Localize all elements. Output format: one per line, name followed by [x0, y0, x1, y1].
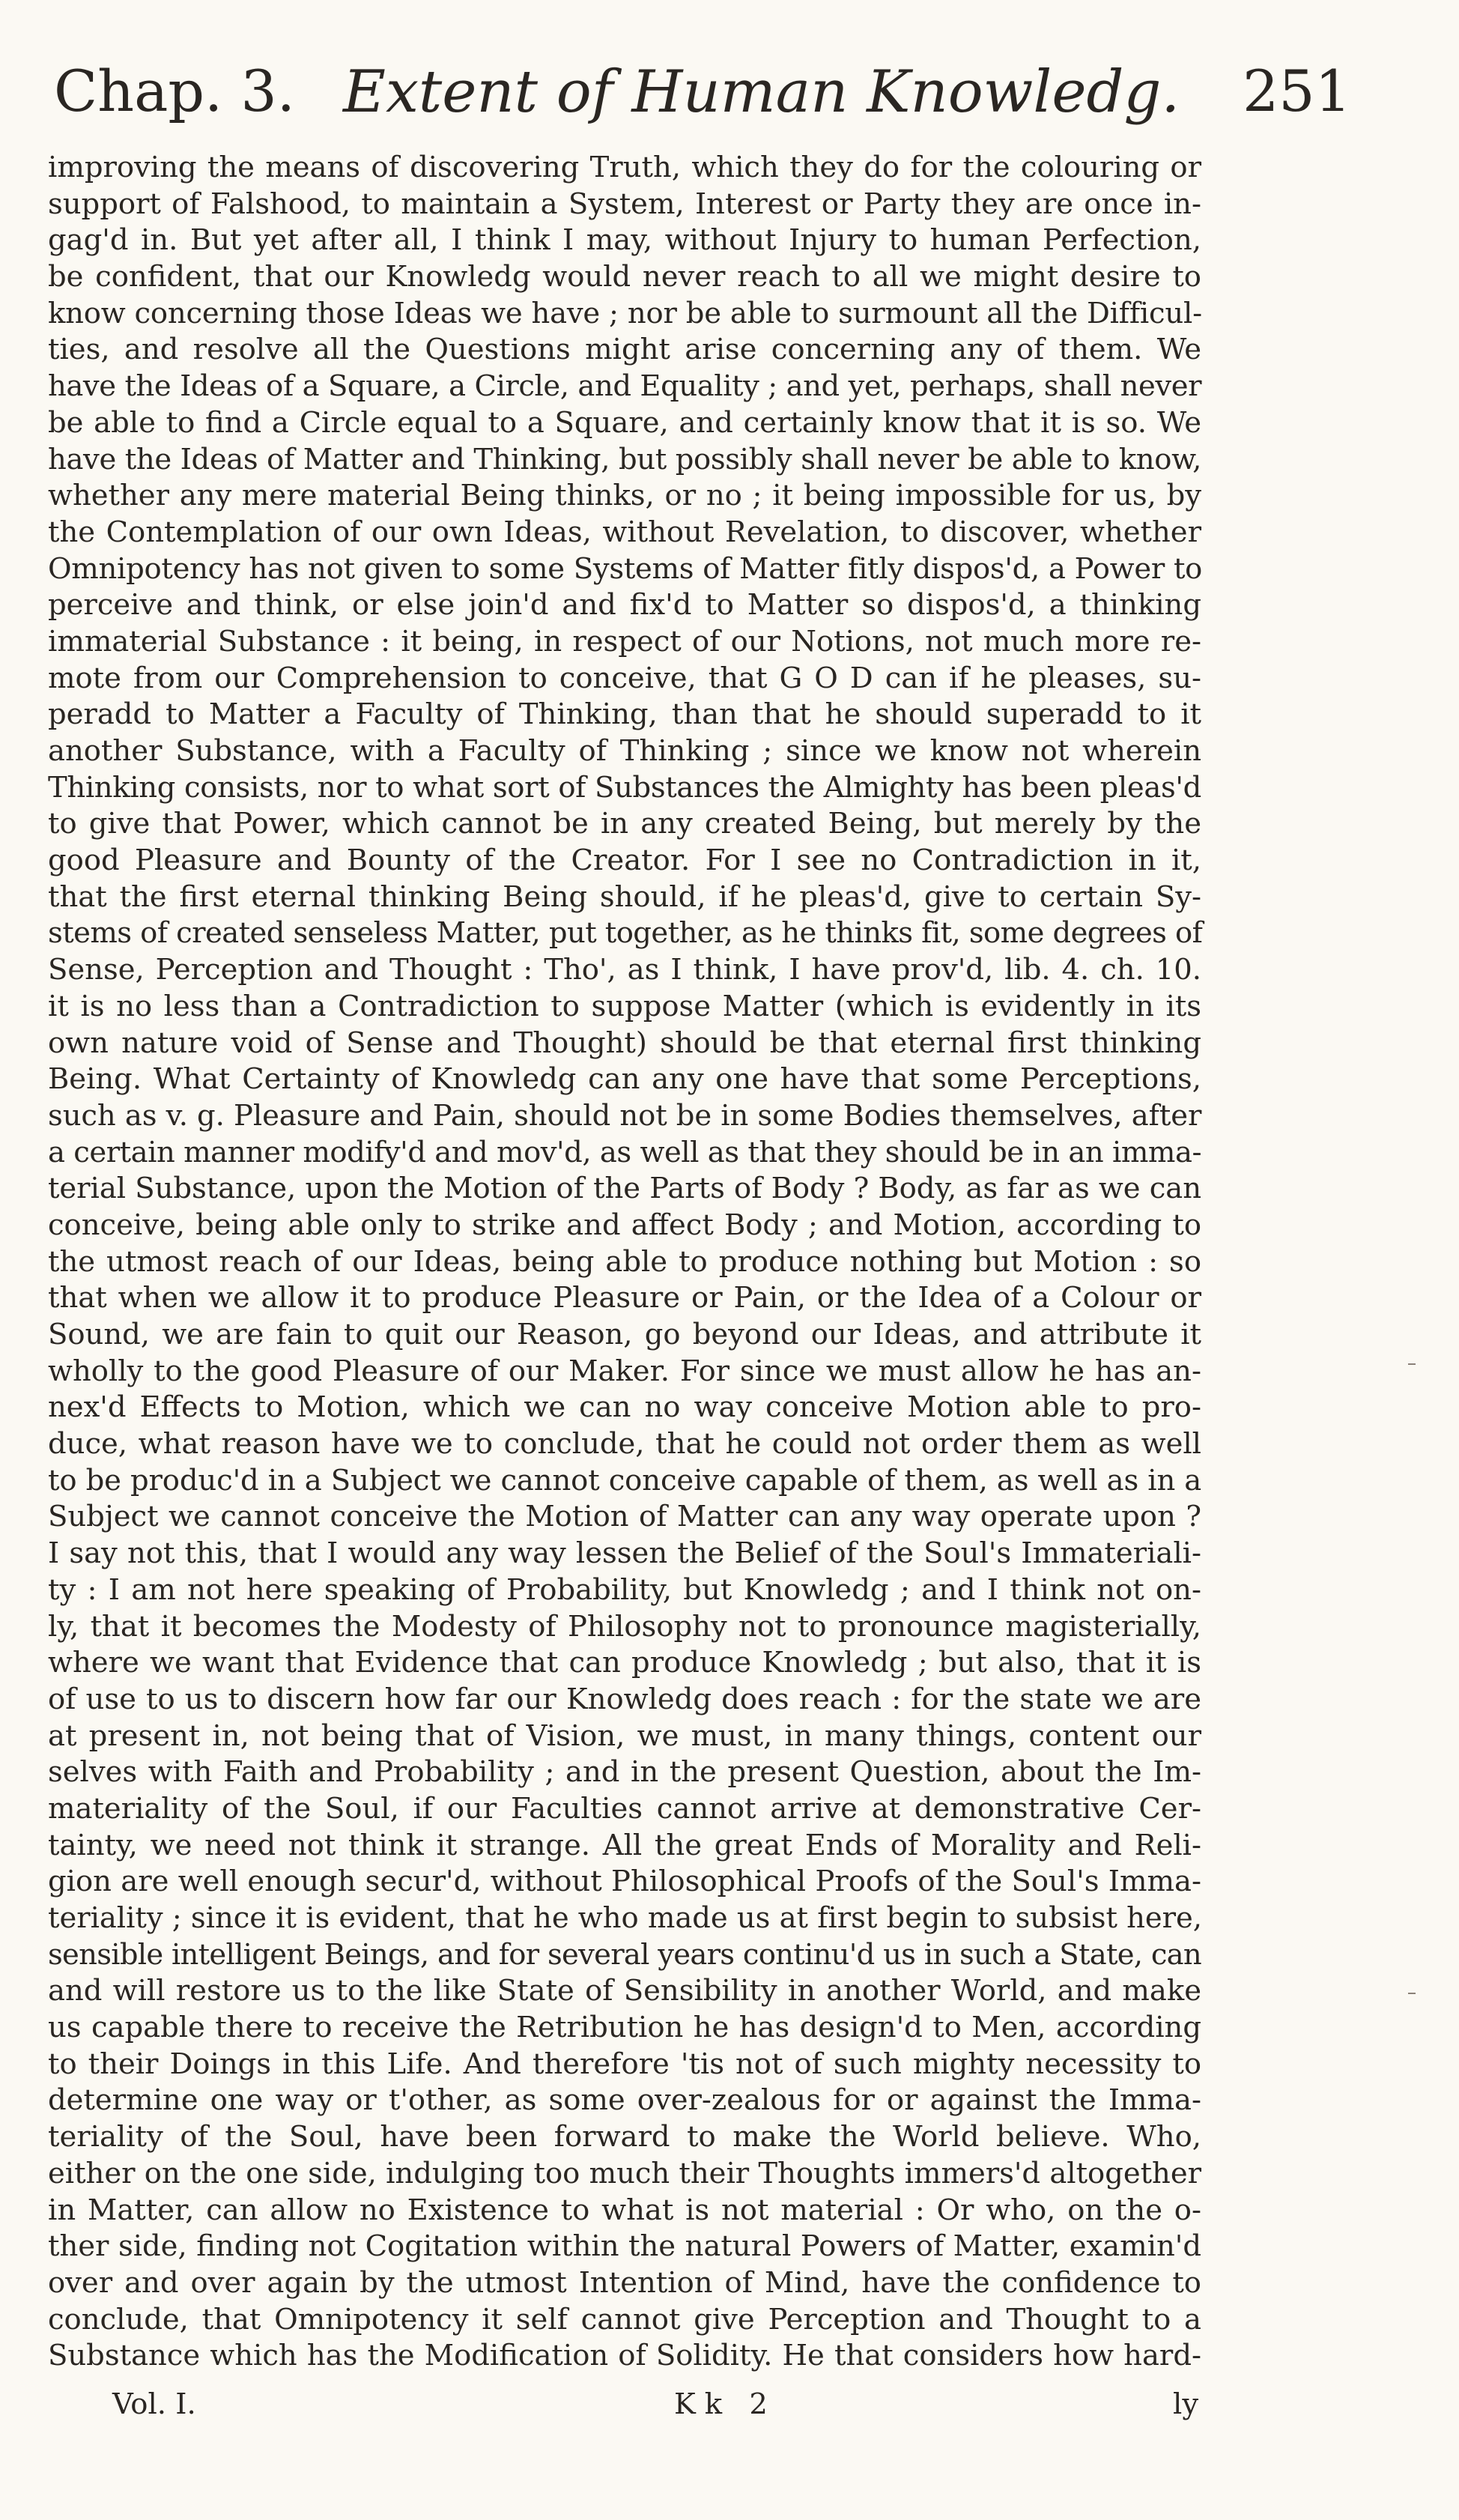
text-line: of use to us to discern how far our Knowledg does reach : for the state we are [48, 1682, 1201, 1716]
text-line: either on the one side, indulging too much their Thoughts immers'd altogether [48, 2156, 1201, 2190]
text-line: to their Doings in this Life. And therefore 'tis not of such mighty necessity to [48, 2047, 1201, 2081]
text-line: Omnipotency has not given to some Systems of Matter fitly dispos'd, a Power to [48, 551, 1203, 586]
text-line: tainty, we need not think it strange. All the great Ends of Morality and Reli- [48, 1828, 1201, 1862]
text-line: Sound, we are fain to quit our Reason, go beyond our Ideas, and attribute it [48, 1318, 1201, 1351]
text-line: sensible intelligent Beings, and for several years continu'd us in such a State, can [48, 1937, 1201, 1972]
running-header [43, 58, 1351, 145]
text-line: nex'd Effects to Motion, which we can no way conceive Motion able to pro- [48, 1390, 1201, 1425]
text-line: be able to find a Circle equal to a Square, and certainly know that it is so. We [48, 405, 1201, 440]
text-line: that when we allow it to produce Pleasure or Pain, or the Idea of a Colour or [48, 1281, 1201, 1315]
text-line: Thinking consists, nor to what sort of Substances the Almighty has been pleas'd [48, 770, 1201, 805]
text-line: I say not this, that I would any way lessen the Belief of the Soul's Immateriali- [48, 1536, 1201, 1571]
text-line: and will restore us to the like State of Sensibility in another World, and make [48, 1974, 1201, 2008]
text-line: in Matter, can allow no Existence to what is not material : Or who, on the o- [48, 2193, 1201, 2227]
text-line: it is no less than a Contradiction to suppose Matter (which is evidently in its [48, 989, 1201, 1023]
running-title: Extent of Human Knowledg. [343, 58, 1180, 126]
paper-speck [1408, 1363, 1416, 1365]
signature-mark: Kk 2 [674, 2387, 777, 2421]
text-line: own nature void of Sense and Thought) should be that eternal first thinking [48, 1026, 1201, 1060]
text-line: improving the means of discovering Truth, which they do for the colouring or [48, 151, 1201, 184]
paper-speck [1408, 1993, 1416, 1994]
text-line: perceive and think, or else join'd and fix'd to Matter so dispos'd, a thinking [48, 588, 1201, 623]
text-line: over and over again by the utmost Intention of Mind, have the confidence to [48, 2265, 1201, 2300]
text-line: stems of created senseless Matter, put together, as he thinks fit, some degrees of [48, 916, 1203, 951]
text-line: teriality of the Soul, have been forward to make the World believe. Who, [48, 2120, 1201, 2154]
text-line: gion are well enough secur'd, without Philosophical Proofs of the Soul's Imma- [48, 1865, 1201, 1899]
text-line: that the first eternal thinking Being should, if he pleas'd, give to certain Sy- [48, 879, 1201, 914]
text-line: teriality ; since it is evident, that he who made us at first begin to subsist here, [48, 1901, 1203, 1935]
text-line: ther side, finding not Cogitation within the natural Powers of Matter, examin'd [48, 2229, 1201, 2264]
body-text [48, 150, 1201, 2411]
text-line: to be produc'd in a Subject we cannot conceive capable of them, as well as in a [48, 1463, 1202, 1497]
text-line: mote from our Comprehension to conceive, that G O D can if he pleases, su- [48, 661, 1201, 695]
text-line: immaterial Substance : it being, in respect of our Notions, not much more re- [48, 624, 1201, 658]
text-line: where we want that Evidence that can produce Knowledg ; but also, that it is [48, 1646, 1201, 1680]
text-line: such as v. g. Pleasure and Pain, should not be in some Bodies themselves, after [48, 1098, 1202, 1133]
text-line: know concerning those Ideas we have ; nor be able to surmount all the Difficul- [48, 296, 1202, 330]
chapter-heading: Chap. 3. [54, 58, 295, 124]
text-line: whether any mere material Being thinks, or no ; it being impossible for us, by [48, 479, 1201, 513]
volume-label: Vol. I. [112, 2387, 196, 2421]
text-line: wholly to the good Pleasure of our Maker. For since we must allow he has an- [48, 1354, 1201, 1388]
text-line: good Pleasure and Bounty of the Creator. For I see no Contradiction in it, [48, 843, 1201, 878]
text-line: Being. What Certainty of Knowledg can any one have that some Perceptions, [48, 1062, 1201, 1097]
text-line: peradd to Matter a Faculty of Thinking, than that he should superadd to it [48, 697, 1201, 732]
text-line: have the Ideas of Matter and Thinking, but possibly shall never be able to know, [48, 442, 1201, 476]
text-line: Substance which has the Modification of Solidity. He that considers how hard- [48, 2339, 1201, 2373]
text-line: us capable there to receive the Retribution he has design'd to Men, according [48, 2011, 1201, 2045]
text-line: ly, that it becomes the Modesty of Philosophy not to pronounce magisterially, [48, 1609, 1201, 1644]
text-line: have the Ideas of a Square, a Circle, and Equality ; and yet, perhaps, shall never [48, 369, 1202, 404]
text-line: support of Falshood, to maintain a System, Interest or Party they are once in- [48, 187, 1201, 221]
text-line: a certain manner modify'd and mov'd, as well as that they should be in an imma- [48, 1135, 1201, 1169]
text-line: Subject we cannot conceive the Motion of Matter can any way operate upon ? [48, 1500, 1201, 1534]
text-line: selves with Faith and Probability ; and in the present Question, about the Im- [48, 1755, 1201, 1790]
text-line: gag'd in. But yet after all, I think I may, without Injury to human Perfection, [48, 223, 1201, 258]
text-line: determine one way or t'other, as some over-zealous for or against the Imma- [48, 2083, 1201, 2118]
text-line: conclude, that Omnipotency it self cannot give Perception and Thought to a [48, 2302, 1201, 2336]
catchword: ly [1173, 2387, 1199, 2421]
text-line: materiality of the Soul, if our Faculties cannot arrive at demonstrative Cer- [48, 1791, 1201, 1826]
text-line: conceive, being able only to strike and affect Body ; and Motion, according to [48, 1208, 1201, 1242]
text-line: the utmost reach of our Ideas, being able to produce nothing but Motion : so [48, 1244, 1201, 1279]
text-line: at present in, not being that of Vision, we must, in many things, content our [48, 1718, 1201, 1753]
text-line: ties, and resolve all the Questions might arise concerning any of them. We [48, 333, 1201, 367]
text-line: duce, what reason have we to conclude, that he could not order them as well [48, 1427, 1201, 1462]
text-line: to give that Power, which cannot be in any created Being, but merely by the [48, 807, 1201, 841]
page-number: 251 [1242, 58, 1351, 124]
page-footer [0, 2382, 1459, 2427]
text-line: the Contemplation of our own Ideas, without Revelation, to discover, whether [48, 515, 1201, 549]
text-line: terial Substance, upon the Motion of the Parts of Body ? Body, as far as we can [48, 1172, 1201, 1206]
text-line: Sense, Perception and Thought : Tho', as I think, I have prov'd, lib. 4. ch. 10. [48, 953, 1201, 987]
text-line: be confident, that our Knowledg would never reach to all we might desire to [48, 260, 1201, 294]
text-line: another Substance, with a Faculty of Thinking ; since we know not wherein [48, 734, 1201, 768]
text-line: ty : I am not here speaking of Probability, but Knowledg ; and I think not on- [48, 1572, 1201, 1607]
